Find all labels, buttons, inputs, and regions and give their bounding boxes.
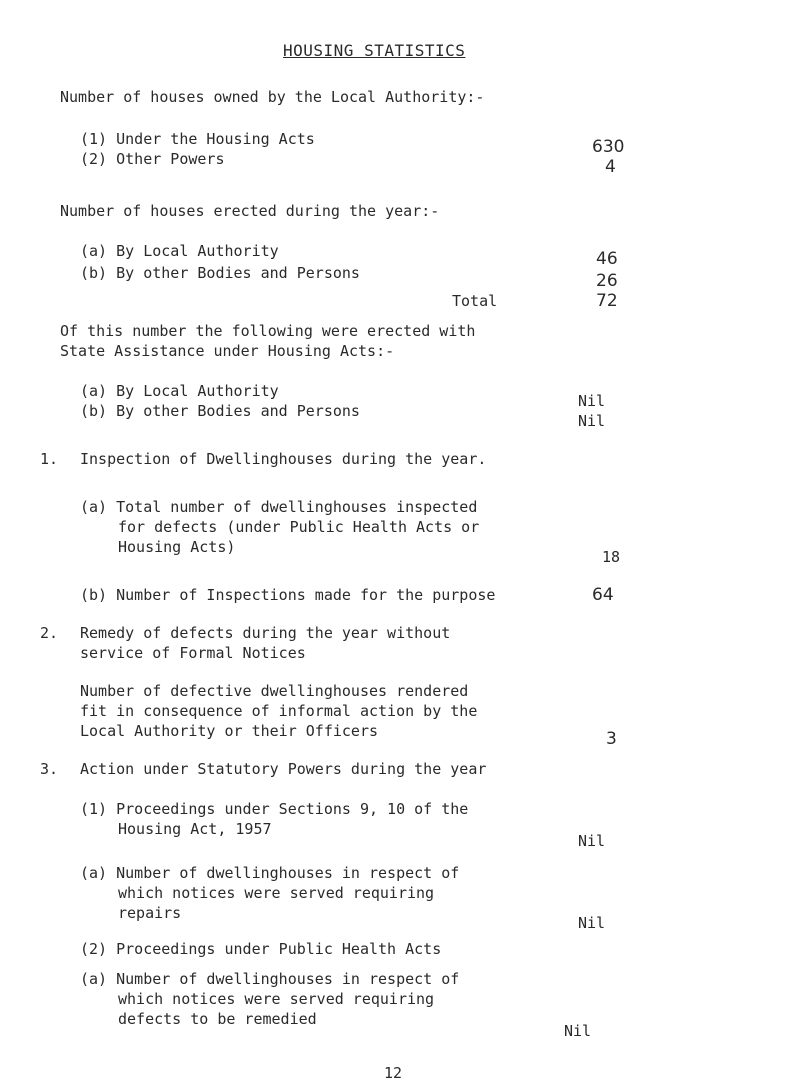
- erected-item-label: (b) By other Bodies and Persons: [80, 264, 360, 282]
- section3-p1a-text: which notices were served requiring: [118, 884, 435, 902]
- owned-heading: Number of houses owned by the Local Authority:-: [60, 88, 485, 106]
- erected-total-value: 72: [596, 291, 618, 311]
- section3-p2a-text: (a) Number of dwellinghouses in respect of: [80, 970, 460, 988]
- section2-value: 3: [606, 729, 617, 749]
- section1-heading: Inspection of Dwellinghouses during the year.: [80, 450, 487, 468]
- state-assist-heading: State Assistance under Housing Acts:-: [60, 342, 395, 360]
- section-number: 2.: [40, 624, 59, 642]
- page-number: 12: [384, 1064, 403, 1082]
- section3-p1-value: Nil: [578, 832, 606, 850]
- owned-item-label: (1) Under the Housing Acts: [80, 130, 315, 148]
- state-assist-item-value: Nil: [578, 392, 606, 410]
- section2-heading: service of Formal Notices: [80, 644, 306, 662]
- section2-heading: Remedy of defects during the year without: [80, 624, 451, 642]
- state-assist-item-value: Nil: [578, 412, 606, 430]
- section1-a-value: 18: [602, 548, 621, 566]
- section3-p2a-text: defects to be remedied: [118, 1010, 317, 1028]
- section2-text: Number of defective dwellinghouses rendered: [80, 682, 469, 700]
- owned-item-value: 4: [605, 157, 616, 177]
- erected-item-value: 26: [596, 271, 618, 291]
- section3-p2a-value: Nil: [564, 1022, 592, 1040]
- erected-total-label: Total: [452, 292, 498, 310]
- section-number: 3.: [40, 760, 59, 778]
- section3-p2a-text: which notices were served requiring: [118, 990, 435, 1008]
- section1-b-label: (b) Number of Inspections made for the purpose: [80, 586, 496, 604]
- section3-p2-label: (2) Proceedings under Public Health Acts: [80, 940, 442, 958]
- section3-p1-text: Housing Act, 1957: [118, 820, 272, 838]
- section3-p1a-text: (a) Number of dwellinghouses in respect of: [80, 864, 460, 882]
- owned-item-value: 630: [592, 137, 625, 157]
- erected-item-label: (a) By Local Authority: [80, 242, 279, 260]
- erected-item-value: 46: [596, 249, 618, 269]
- section2-text: fit in consequence of informal action by the: [80, 702, 478, 720]
- page-title: HOUSING STATISTICS: [283, 41, 466, 60]
- section1-b-value: 64: [592, 585, 614, 605]
- section-number: 1.: [40, 450, 59, 468]
- section3-p1a-text: repairs: [118, 904, 182, 922]
- state-assist-item-label: (b) By other Bodies and Persons: [80, 402, 360, 420]
- erected-heading: Number of houses erected during the year:-: [60, 202, 440, 220]
- section3-p1a-value: Nil: [578, 914, 606, 932]
- section2-text: Local Authority or their Officers: [80, 722, 379, 740]
- section3-heading: Action under Statutory Powers during the year: [80, 760, 487, 778]
- section1-a-text: Housing Acts): [118, 538, 236, 556]
- section3-p1-text: (1) Proceedings under Sections 9, 10 of the: [80, 800, 469, 818]
- state-assist-heading: Of this number the following were erected with: [60, 322, 476, 340]
- state-assist-item-label: (a) By Local Authority: [80, 382, 279, 400]
- owned-item-label: (2) Other Powers: [80, 150, 225, 168]
- section1-a-text: (a) Total number of dwellinghouses inspected: [80, 498, 478, 516]
- section1-a-text: for defects (under Public Health Acts or: [118, 518, 480, 536]
